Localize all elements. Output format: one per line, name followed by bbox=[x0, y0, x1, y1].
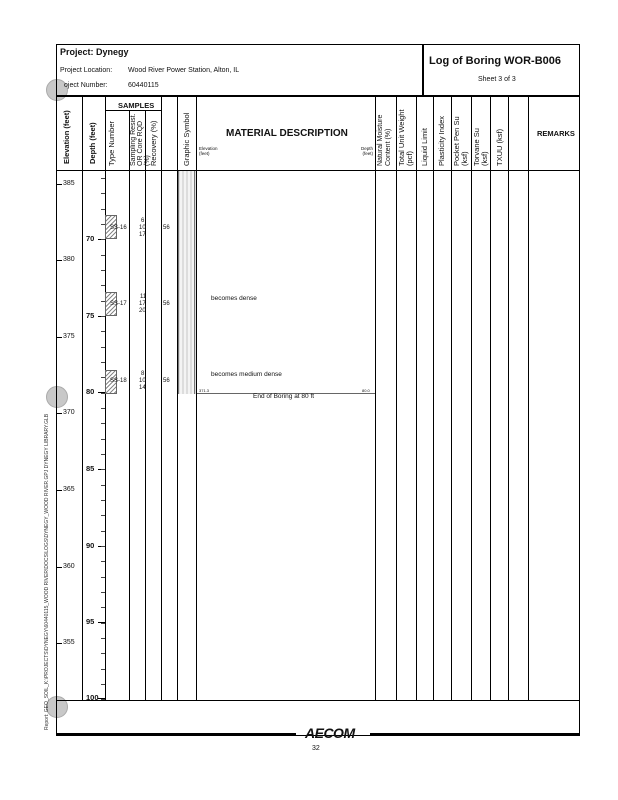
column-total-unit-weight: Total Unit Weight (pcf) bbox=[397, 109, 414, 166]
depth-tick-label: 75 bbox=[86, 311, 95, 320]
depth-minor-tick bbox=[101, 423, 105, 424]
depth-minor-tick bbox=[101, 193, 105, 194]
elevation-tick bbox=[56, 490, 62, 491]
depth-minor-tick bbox=[101, 515, 105, 516]
depth-minor-tick bbox=[101, 561, 105, 562]
column-depth: Depth (feet) bbox=[88, 122, 97, 164]
sample-recovery: 56 bbox=[163, 378, 170, 384]
elevation-tick bbox=[56, 184, 62, 185]
depth-minor-tick bbox=[101, 638, 105, 639]
column-elevation: Elevation (feet) bbox=[62, 110, 71, 164]
samples-group-header: SAMPLES bbox=[118, 101, 155, 110]
elevation-tick-label: 365 bbox=[63, 486, 75, 493]
sample-blow: 11 bbox=[140, 294, 147, 300]
end-elevation: 371.3 bbox=[199, 388, 210, 393]
depth-minor-tick bbox=[101, 469, 105, 470]
depth-tick-label: 85 bbox=[86, 464, 95, 473]
end-of-boring-text: End of Boring at 80 ft bbox=[253, 393, 315, 400]
depth-minor-tick bbox=[101, 316, 105, 317]
aecom-logo: AECOM bbox=[305, 725, 355, 741]
depth-minor-tick bbox=[101, 362, 105, 363]
project-location-label: Project Location: bbox=[60, 67, 113, 74]
column-type-number: Type Number bbox=[107, 120, 116, 166]
sample-blow: 17 bbox=[139, 232, 146, 238]
column-recovery: Recovery (%) bbox=[149, 120, 158, 166]
column-torvane: Torvane Su (ksf) bbox=[472, 128, 489, 166]
elevation-tick-label: 370 bbox=[63, 409, 75, 416]
log-title: Log of Boring WOR-B006 bbox=[429, 55, 561, 67]
page-number: 32 bbox=[312, 745, 320, 752]
sample-blow: 10 bbox=[139, 378, 146, 384]
sample-recovery: 56 bbox=[163, 301, 170, 307]
side-report-path: Report: GEO_SOIL_K:\PROJECTS\DYNEGY\60440115_WOOD RIVER\DOCS\LOGS\DYNEGY_WOOD RIVER.GPJ DYNEGY LIBRARY.GLB bbox=[44, 413, 50, 730]
elevation-tick-label: 355 bbox=[63, 639, 75, 646]
depth-minor-tick bbox=[101, 669, 105, 670]
depth-tick-label: 90 bbox=[86, 541, 95, 550]
depth-minor-tick bbox=[101, 209, 105, 210]
depth-minor-tick bbox=[101, 592, 105, 593]
depth-minor-tick bbox=[101, 347, 105, 348]
column-graphic-symbol: Graphic Symbol bbox=[182, 112, 191, 166]
depth-minor-tick bbox=[101, 531, 105, 532]
depth-minor-tick bbox=[101, 623, 105, 624]
sample-blow: 8 bbox=[141, 371, 145, 377]
depth-tick-label: 95 bbox=[86, 617, 95, 626]
depth-minor-tick bbox=[101, 270, 105, 271]
elevation-tick bbox=[56, 567, 62, 568]
elevation-tick bbox=[56, 260, 62, 261]
sample-blow: 10 bbox=[139, 225, 146, 231]
sample-recovery: 56 bbox=[163, 225, 170, 231]
sample-id: SS-16 bbox=[110, 225, 127, 231]
column-plasticity-index: Plasticity Index bbox=[437, 115, 446, 166]
project-location-value: Wood River Power Station, Alton, IL bbox=[128, 67, 240, 74]
column-sampling-resist: Sampling Resist. OR Core RQD (%) bbox=[130, 113, 151, 166]
description-medium-dense: becomes medium dense bbox=[211, 371, 282, 378]
depth-minor-tick bbox=[101, 699, 105, 700]
depth-minor-tick bbox=[101, 577, 105, 578]
column-natural-moisture: Natural Moisture Content (%) bbox=[377, 114, 392, 166]
depth-minor-tick bbox=[101, 485, 105, 486]
depth-minor-tick bbox=[101, 546, 105, 547]
depth-tick-label: 100 bbox=[86, 693, 99, 702]
depth-minor-tick bbox=[101, 684, 105, 685]
sample-id: SS-18 bbox=[110, 378, 127, 384]
sample-blow: 20 bbox=[139, 308, 146, 314]
depth-minor-tick bbox=[101, 285, 105, 286]
sample-blow: 14 bbox=[139, 385, 146, 391]
column-liquid-limit: Liquid Limit bbox=[420, 128, 429, 166]
depth-tick-label: 80 bbox=[86, 387, 95, 396]
elevation-tick-label: 360 bbox=[63, 563, 75, 570]
sheet-number: Sheet 3 of 3 bbox=[478, 76, 516, 83]
depth-minor-tick bbox=[101, 500, 105, 501]
elevation-tick-label: 385 bbox=[63, 180, 75, 187]
depth-minor-tick bbox=[101, 178, 105, 179]
project-number-label: oject Number: bbox=[64, 82, 108, 89]
end-depth: 80.0 bbox=[362, 388, 370, 393]
elevation-tick-label: 380 bbox=[63, 256, 75, 263]
depth-minor-tick bbox=[101, 255, 105, 256]
sample-blow: 17 bbox=[139, 301, 146, 307]
depth-minor-tick bbox=[101, 607, 105, 608]
elevation-tick-label: 375 bbox=[63, 333, 75, 340]
depth-minor-tick bbox=[101, 408, 105, 409]
depth-tick-label: 70 bbox=[86, 234, 95, 243]
depth-minor-tick bbox=[101, 454, 105, 455]
elevation-tick bbox=[56, 643, 62, 644]
column-pocket-pen: Pocket Pen Su (ksf) bbox=[452, 116, 469, 166]
column-material-description: MATERIAL DESCRIPTION bbox=[226, 128, 348, 139]
project-number-value: 60440115 bbox=[128, 82, 159, 89]
column-remarks: REMARKS bbox=[537, 129, 575, 138]
elevation-tick bbox=[56, 413, 62, 414]
elevation-tick bbox=[56, 337, 62, 338]
sample-id: SS-17 bbox=[110, 301, 127, 307]
depth-minor-tick bbox=[101, 239, 105, 240]
project-title: Project: Dynegy bbox=[60, 47, 129, 57]
depth-minor-tick bbox=[101, 439, 105, 440]
depth-minor-tick bbox=[101, 331, 105, 332]
depth-minor-tick bbox=[101, 653, 105, 654]
column-txuu: TXUU (ksf) bbox=[495, 128, 504, 166]
column-elevation-small: Elevation (feet) bbox=[199, 146, 218, 156]
column-depth-small: Depth (feet) bbox=[360, 146, 373, 156]
sample-blow: 6 bbox=[141, 218, 145, 224]
description-dense: becomes dense bbox=[211, 295, 257, 302]
